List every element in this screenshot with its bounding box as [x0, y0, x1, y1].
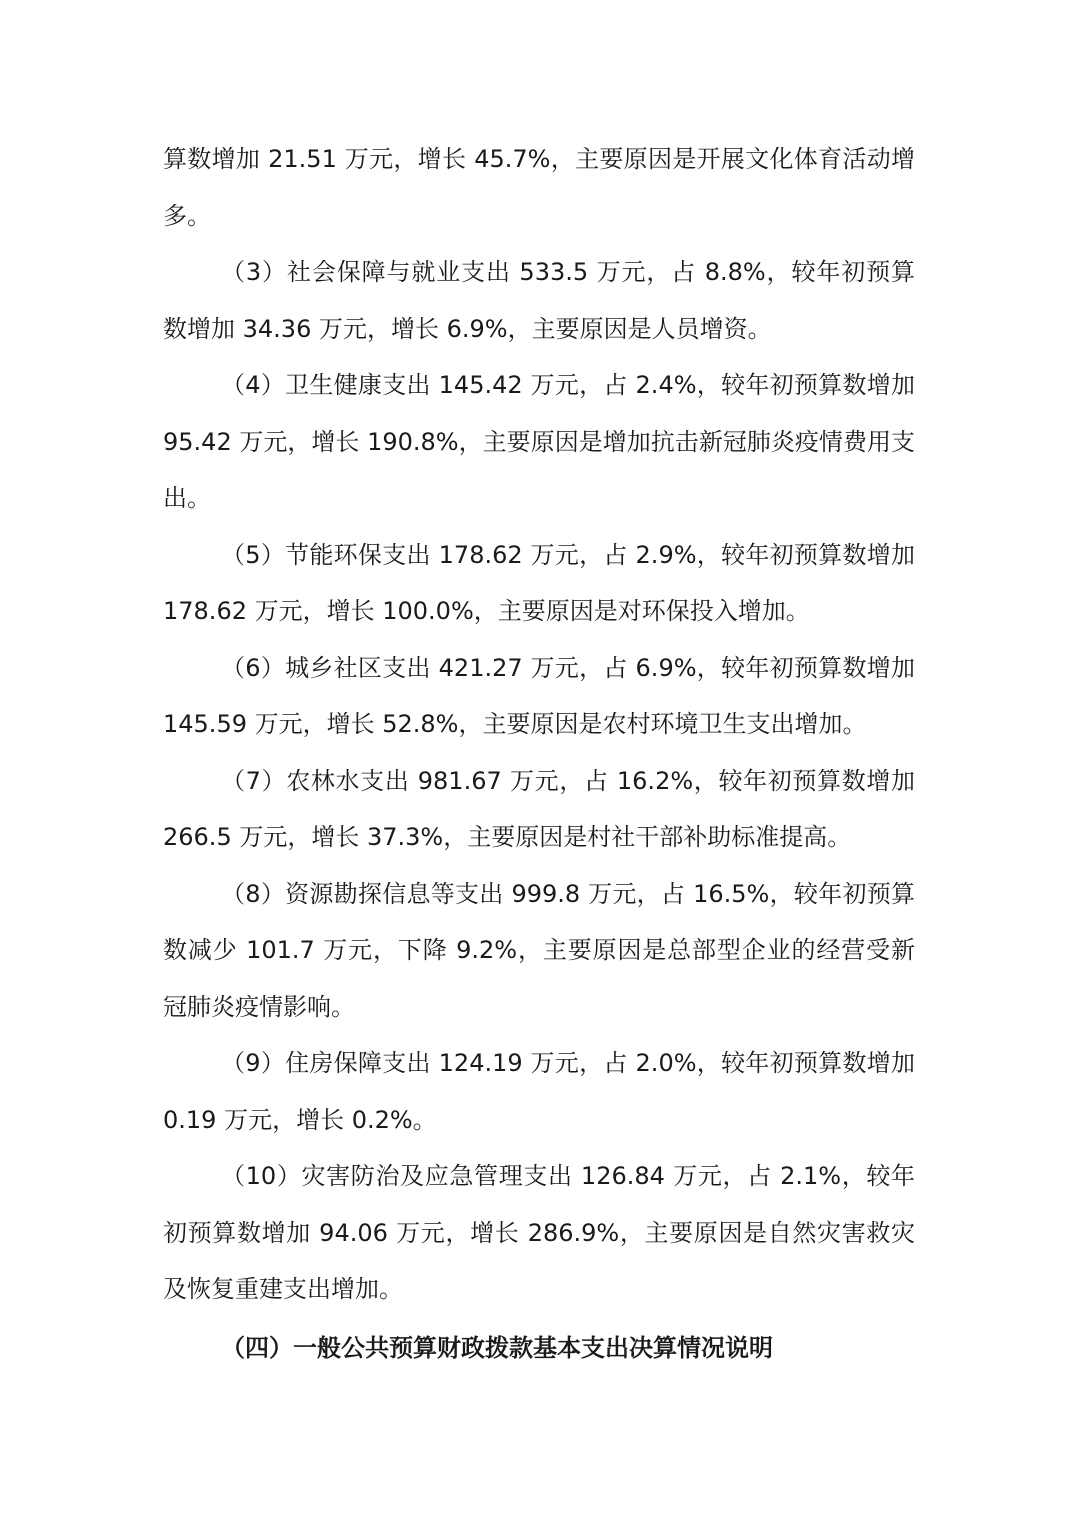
paragraph-disaster: （10）灾害防治及应急管理支出 126.84 万元，占 2.1%，较年初预算数增加 94.06 万元，增长 286.9%，主要原因是自然灾害救灾及恢复重建支出增加。: [163, 1162, 915, 1303]
paragraph-agriculture: （7）农林水支出 981.67 万元，占 16.2%，较年初预算数增加 266.5 万元，增长 37.3%，主要原因是村社干部补助标准提高。: [163, 766, 915, 851]
paragraph-urban-rural: （6）城乡社区支出 421.27 万元，占 6.9%，较年初预算数增加 145.59 万元，增长 52.8%，主要原因是农村环境卫生支出增加。: [163, 653, 915, 738]
paragraph-culture-continued: 算数增加 21.51 万元，增长 45.7%，主要原因是开展文化体育活动增多。: [163, 145, 915, 230]
document-body: [163, 131, 915, 1376]
section-heading: （四）一般公共预算财政拨款基本支出决算情况说明: [221, 1333, 773, 1362]
paragraph-social-security: （3）社会保障与就业支出 533.5 万元，占 8.8%，较年初预算数增加 34.36 万元，增长 6.9%，主要原因是人员增资。: [163, 258, 915, 343]
paragraph-resources: （8）资源勘探信息等支出 999.8 万元，占 16.5%，较年初预算数减少 101.7 万元，下降 9.2%，主要原因是总部型企业的经营受新冠肺炎疫情影响。: [163, 879, 915, 1021]
paragraph-housing: （9）住房保障支出 124.19 万元，占 2.0%，较年初预算数增加 0.19 万元，增长 0.2%。: [163, 1049, 915, 1134]
paragraph-health: （4）卫生健康支出 145.42 万元，占 2.4%，较年初预算数增加 95.42 万元，增长 190.8%，主要原因是增加抗击新冠肺炎疫情费用支出。: [163, 371, 915, 512]
paragraph-environment: （5）节能环保支出 178.62 万元，占 2.9%，较年初预算数增加 178.62 万元，增长 100.0%，主要原因是对环保投入增加。: [163, 540, 915, 625]
